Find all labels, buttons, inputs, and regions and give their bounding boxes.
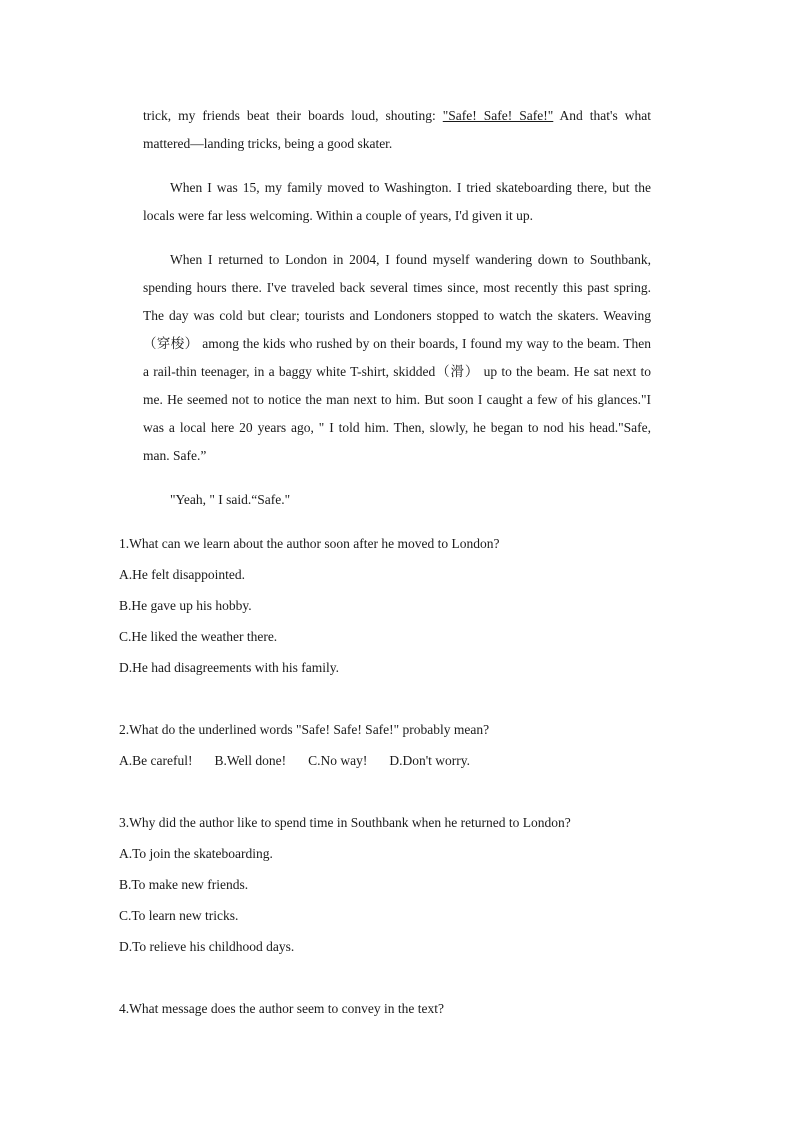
question-list [119, 528, 679, 1055]
option-d: D.To relieve his childhood days. [119, 939, 295, 954]
option-d: D.He had disagreements with his family. [119, 660, 339, 675]
question-stem: 3.Why did the author like to spend time in Southbank when he returned to London? [119, 815, 571, 830]
passage-paragraph-1 [143, 102, 651, 158]
question-4 [119, 993, 679, 1024]
option-b: B.He gave up his hobby. [119, 598, 252, 613]
question-2 [119, 714, 679, 776]
option-d: D.Don't worry. [389, 753, 471, 768]
question-1 [119, 528, 679, 683]
passage-text: trick, my friends beat their boards loud, shouting: [143, 108, 443, 123]
question-stem: 1.What can we learn about the author soon after he moved to London? [119, 536, 500, 551]
option-row [119, 745, 679, 776]
option-a: A.Be careful! [119, 753, 193, 768]
option-b: B.Well done! [214, 753, 287, 768]
option-a: A.To join the skateboarding. [119, 846, 273, 861]
option-c: C.He liked the weather there. [119, 629, 278, 644]
underlined-phrase: "Safe! Safe! Safe!" [442, 108, 554, 123]
passage-paragraph-3: When I returned to London in 2004, I found myself wandering down to Southbank, spending hours there. I've traveled back several times since, most recently this past spring. The day was cold but clear; tourists and Londoners stopped to watch the skaters. Weaving（穿梭） among the kids who rushed by on their boards, I found my way to the beam. Then a rail-thin teenager, in a baggy white T-shirt, skidded（滑） up to the beam. He sat next to me. He seemed not to notice the man next to him. But soon I caught a few of his glances."I was a local here 20 years ago, " I told him. Then, slowly, he began to nod his head."Safe, man. Safe.” [143, 252, 651, 463]
passage-text: And that's what mattered—landing tricks, being a good skater. [143, 108, 651, 151]
reading-passage [143, 102, 651, 530]
passage-paragraph-4: "Yeah, " I said.“Safe." [170, 492, 291, 507]
question-stem: 2.What do the underlined words "Safe! Safe! Safe!" probably mean? [119, 722, 490, 737]
option-a: A.He felt disappointed. [119, 567, 245, 582]
question-3 [119, 807, 679, 962]
option-b: B.To make new friends. [119, 877, 249, 892]
option-c: C.To learn new tricks. [119, 908, 239, 923]
option-c: C.No way! [308, 753, 368, 768]
question-stem: 4.What message does the author seem to convey in the text? [119, 1001, 445, 1016]
passage-paragraph-2: When I was 15, my family moved to Washington. I tried skateboarding there, but the locals were far less welcoming. Within a couple of years, I'd given it up. [143, 180, 651, 223]
